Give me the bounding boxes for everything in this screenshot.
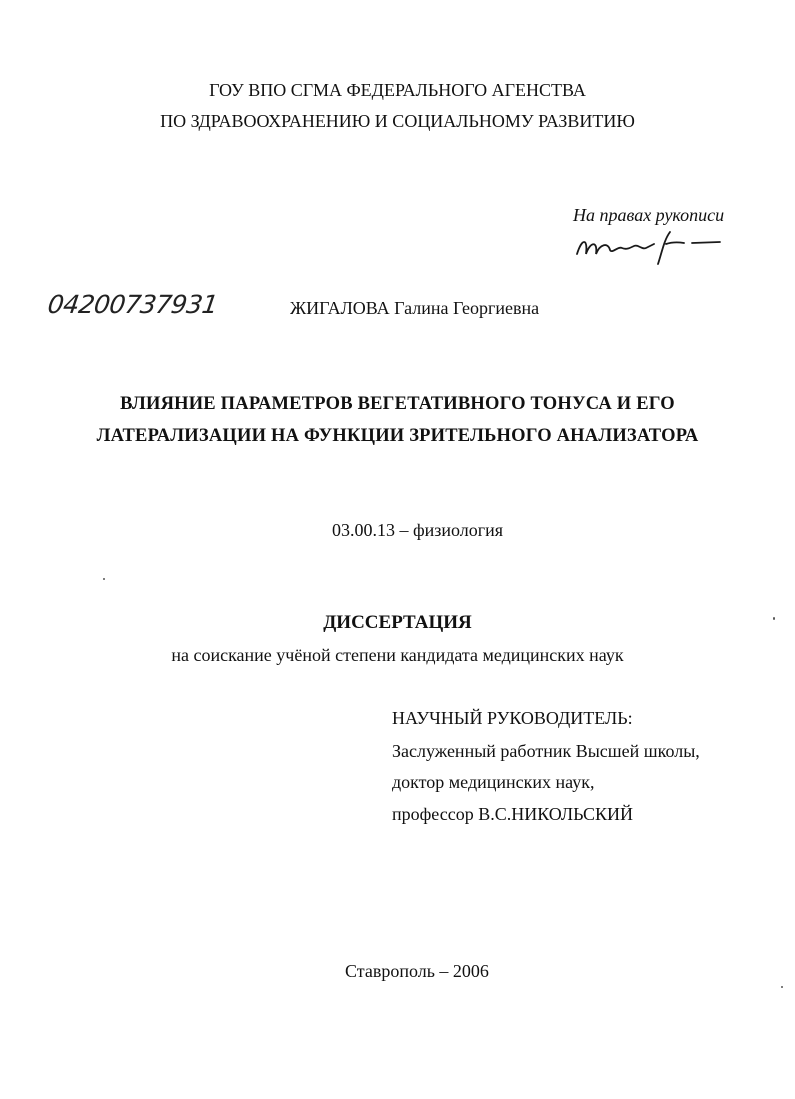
- document-type: ДИССЕРТАЦИЯ: [323, 612, 472, 633]
- supervisor-heading: НАУЧНЫЙ РУКОВОДИТЕЛЬ:: [392, 708, 633, 728]
- dissertation-title-line-1: ВЛИЯНИЕ ПАРАМЕТРОВ ВЕГЕТАТИВНОГО ТОНУСА И ЕГО: [120, 394, 675, 414]
- supervisor-line-2: доктор медицинских наук,: [392, 772, 595, 792]
- dissertation-title-line-2: ЛАТЕРАЛИЗАЦИИ НА ФУНКЦИИ ЗРИТЕЛЬНОГО АНАЛИЗАТОРА: [96, 426, 699, 446]
- degree-line: на соискание учёной степени кандидата медицинских наук: [171, 645, 624, 665]
- institution-line-1: ГОУ ВПО СГМА ФЕДЕРАЛЬНОГО АГЕНСТВА: [209, 80, 586, 100]
- scan-speck: [103, 578, 105, 580]
- inventory-number-handwritten: 04200737931: [45, 290, 220, 319]
- supervisor-line-1: Заслуженный работник Высшей школы,: [392, 741, 700, 761]
- place-year: Ставрополь – 2006: [345, 961, 489, 981]
- institution-line-2: ПО ЗДРАВООХРАНЕНИЮ И СОЦИАЛЬНОМУ РАЗВИТИЮ: [160, 111, 635, 131]
- scan-speck: [781, 986, 783, 988]
- specialty-code: 03.00.13 – физиология: [332, 520, 504, 540]
- scan-speck: [773, 617, 775, 620]
- supervisor-line-3: профессор В.С.НИКОЛЬСКИЙ: [392, 804, 633, 824]
- manuscript-note: На правах рукописи: [573, 205, 725, 225]
- author-name: ЖИГАЛОВА Галина Георгиевна: [290, 298, 540, 318]
- signature-scribble: [574, 226, 724, 266]
